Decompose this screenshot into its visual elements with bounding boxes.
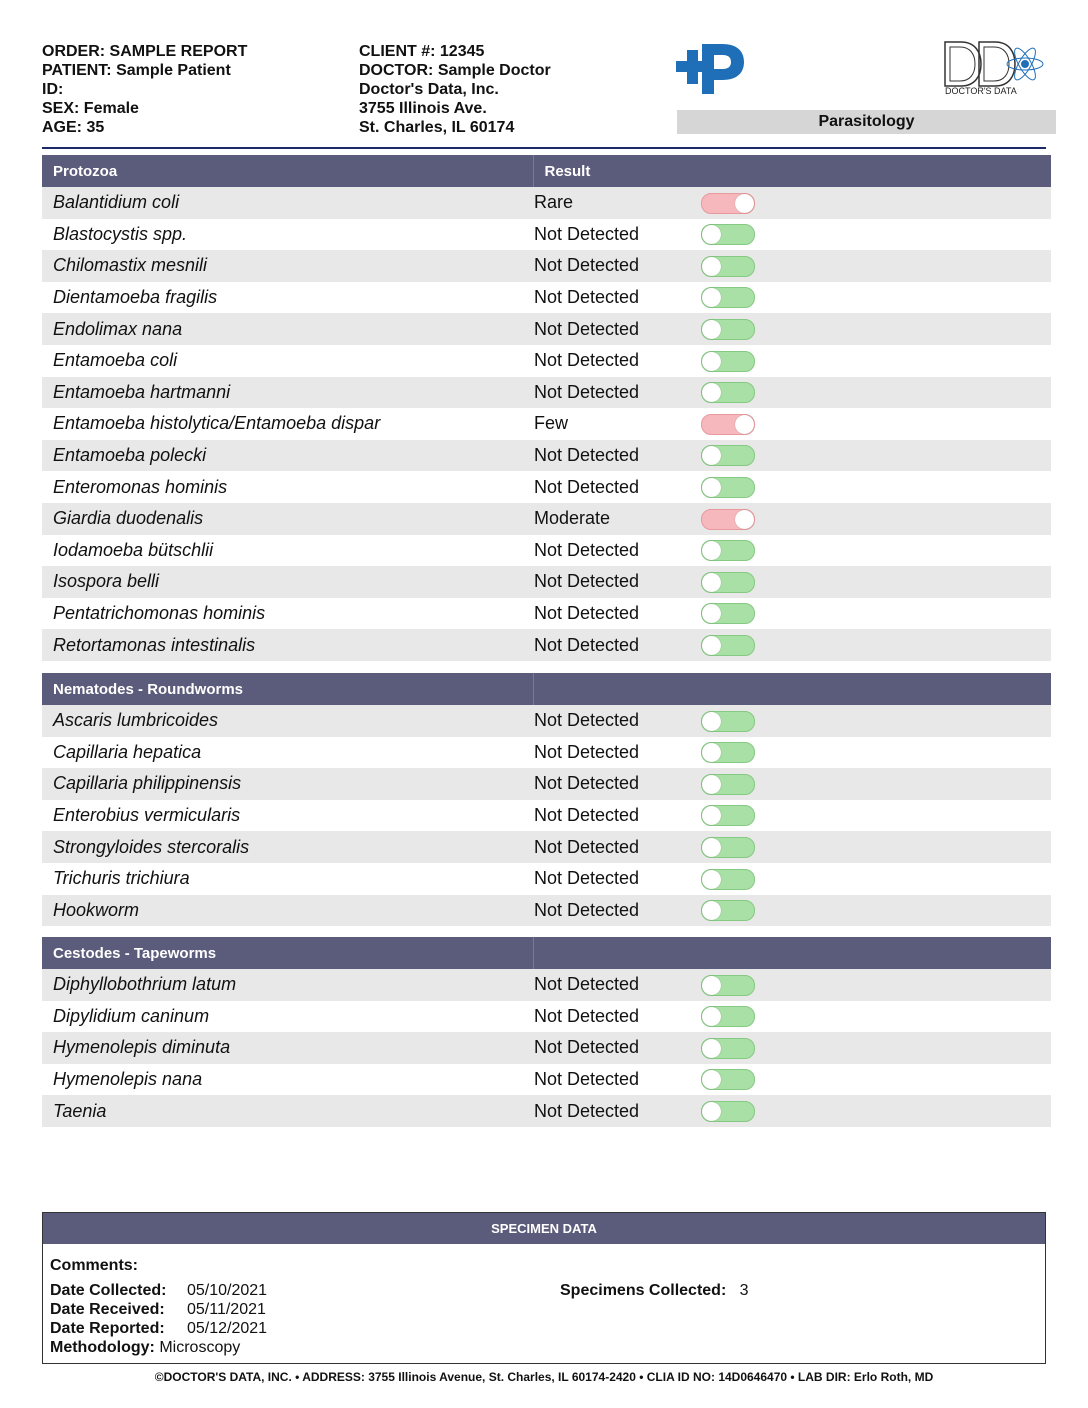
organism-name: Endolimax nana <box>42 313 533 345</box>
organism-name: Trichuris trichiura <box>53 868 190 889</box>
normal-status-icon <box>701 603 755 624</box>
status-knob <box>702 446 721 465</box>
result-value: Not Detected <box>534 741 640 762</box>
status-cell <box>713 895 1051 927</box>
result-value: Not Detected <box>533 440 713 472</box>
status-knob <box>735 510 754 529</box>
status-cell <box>713 800 1051 832</box>
result-value: Not Detected <box>534 287 640 308</box>
result-value: Not Detected <box>534 476 640 497</box>
status-knob <box>702 1070 721 1089</box>
organism-name: Capillaria hepatica <box>53 741 202 762</box>
organism-name: Blastocystis spp. <box>53 223 188 244</box>
organism-name: Pentatrichomonas hominis <box>53 603 266 624</box>
organism-name: Strongyloides stercoralis <box>42 831 533 863</box>
group-title: Cestodes - Tapeworms <box>42 937 533 969</box>
result-value: Not Detected <box>533 250 713 282</box>
table-row <box>42 598 1051 630</box>
table-row <box>42 313 1051 345</box>
status-knob <box>702 806 721 825</box>
status-cell <box>713 1001 1051 1033</box>
abnormal-status-icon <box>701 414 755 435</box>
patient-info <box>42 42 247 137</box>
table-row <box>42 566 1051 598</box>
status-knob <box>702 257 721 276</box>
result-value: Not Detected <box>534 350 640 371</box>
age-line: AGE: 35 <box>42 119 105 136</box>
status-cell <box>713 969 1051 1001</box>
result-column-header <box>533 937 1051 969</box>
status-knob <box>702 838 721 857</box>
client-line: CLIENT #: 12345 <box>359 43 485 60</box>
table-row <box>42 187 1051 219</box>
table-row <box>42 1095 1051 1127</box>
status-knob <box>702 1007 721 1026</box>
status-knob <box>735 415 754 434</box>
status-cell <box>713 598 1051 630</box>
table-row <box>42 768 1051 800</box>
status-knob <box>702 320 721 339</box>
normal-status-icon <box>701 1069 755 1090</box>
table-row <box>42 219 1051 251</box>
table-row <box>42 863 1051 895</box>
id-line: ID: <box>42 81 64 98</box>
status-knob <box>702 604 721 623</box>
table-row <box>42 705 1051 737</box>
group-title: Nematodes - Roundworms <box>42 673 533 705</box>
result-value: Not Detected <box>534 805 640 826</box>
date-collected-label: Date Collected: <box>50 1282 167 1299</box>
status-knob <box>702 478 721 497</box>
abnormal-status-icon <box>701 193 755 214</box>
status-cell <box>713 566 1051 598</box>
status-knob <box>735 194 754 213</box>
doctors-data-logo-icon <box>941 40 1049 96</box>
organism-name: Entamoeba coli <box>53 350 178 371</box>
header-divider <box>42 147 1046 149</box>
result-value: Not Detected <box>534 539 640 560</box>
normal-status-icon <box>701 382 755 403</box>
specimen-data-title: SPECIMEN DATA <box>43 1213 1045 1244</box>
result-value: Not Detected <box>534 1005 640 1026</box>
result-value: Not Detected <box>534 1069 640 1090</box>
address-line: 3755 Illinois Ave. <box>359 100 487 117</box>
status-cell <box>713 440 1051 472</box>
organism-name: Dientamoeba fragilis <box>53 287 218 308</box>
table-row <box>42 1064 1051 1096</box>
status-cell <box>713 535 1051 567</box>
date-reported-label: Date Reported: <box>50 1320 165 1337</box>
patient-line: PATIENT: Sample Patient <box>42 62 231 79</box>
normal-status-icon <box>701 351 755 372</box>
status-cell <box>713 768 1051 800</box>
status-knob <box>702 976 721 995</box>
organism-name: Dipylidium caninum <box>53 1005 210 1026</box>
result-value: Not Detected <box>533 969 713 1001</box>
table-row <box>42 440 1051 472</box>
normal-status-icon <box>701 975 755 996</box>
doctor-line: DOCTOR: Sample Doctor <box>359 62 551 79</box>
table-row <box>42 377 1051 409</box>
table-row <box>42 535 1051 567</box>
table-row <box>42 282 1051 314</box>
status-knob <box>702 870 721 889</box>
organism-name: Entamoeba polecki <box>42 440 533 472</box>
date-reported-value: 05/12/2021 <box>187 1320 268 1337</box>
client-info <box>359 42 551 137</box>
normal-status-icon <box>701 445 755 466</box>
normal-status-icon <box>701 635 755 656</box>
result-value: Few <box>534 413 569 434</box>
table-row <box>42 1001 1051 1033</box>
status-knob <box>702 352 721 371</box>
status-cell <box>713 408 1051 440</box>
table-row <box>42 503 1051 535</box>
organism-name: Chilomastix mesnili <box>42 250 533 282</box>
date-received-value: 05/11/2021 <box>187 1301 266 1318</box>
status-cell <box>713 831 1051 863</box>
results-table <box>42 155 1051 661</box>
abnormal-status-icon <box>701 509 755 530</box>
table-row <box>42 737 1051 769</box>
normal-status-icon <box>701 837 755 858</box>
organism-name: Iodamoeba bütschlii <box>53 539 214 560</box>
status-cell <box>713 471 1051 503</box>
results-table <box>42 937 1051 1127</box>
organism-name: Hookworm <box>42 895 533 927</box>
organism-name: Giardia duodenalis <box>42 503 533 535</box>
status-cell <box>713 1095 1051 1127</box>
organism-name: Diphyllobothrium latum <box>42 969 533 1001</box>
organism-name: Retortamonas intestinalis <box>42 629 533 661</box>
group-title: Protozoa <box>42 155 533 187</box>
normal-status-icon <box>701 869 755 890</box>
table-row <box>42 471 1051 503</box>
normal-status-icon <box>701 540 755 561</box>
organism-name: Taenia <box>42 1095 533 1127</box>
normal-status-icon <box>701 287 755 308</box>
sex-line: SEX: Female <box>42 100 139 117</box>
result-value: Rare <box>533 187 713 219</box>
result-value: Moderate <box>533 503 713 535</box>
table-row <box>42 408 1051 440</box>
table-row <box>42 629 1051 661</box>
organism-name: Ascaris lumbricoides <box>42 705 533 737</box>
status-knob <box>702 901 721 920</box>
status-knob <box>702 1102 721 1121</box>
specimens-collected-label: Specimens Collected: <box>560 1282 727 1299</box>
result-value: Not Detected <box>533 895 713 927</box>
normal-status-icon <box>701 774 755 795</box>
organism-name: Balantidium coli <box>42 187 533 219</box>
status-cell <box>713 1032 1051 1064</box>
date-collected-value: 05/10/2021 <box>187 1282 268 1299</box>
company-line: Doctor's Data, Inc. <box>359 81 499 98</box>
status-knob <box>702 743 721 762</box>
status-knob <box>702 288 721 307</box>
result-value: Not Detected <box>533 313 713 345</box>
result-value: Not Detected <box>533 377 713 409</box>
organism-name: Enteromonas hominis <box>53 476 228 497</box>
page-footer: ©DOCTOR'S DATA, INC. • ADDRESS: 3755 Illinois Avenue, St. Charles, IL 60174-2420 • CLIA ID NO: 14D0646470 • LAB DIR: Erlo Roth, MD <box>154 1370 934 1384</box>
parasitology-plus-logo-icon <box>676 42 746 96</box>
organism-name: Entamoeba histolytica/Entamoeba dispar <box>53 413 381 434</box>
status-cell <box>713 705 1051 737</box>
status-knob <box>702 636 721 655</box>
status-cell <box>713 629 1051 661</box>
result-value: Not Detected <box>533 629 713 661</box>
organism-name: Enterobius vermicularis <box>53 805 241 826</box>
result-value: Not Detected <box>533 768 713 800</box>
specimens-collected-value: 3 <box>739 1282 749 1299</box>
status-cell <box>713 313 1051 345</box>
methodology-value: Microscopy <box>159 1339 241 1356</box>
organism-name: Isospora belli <box>42 566 533 598</box>
status-knob <box>702 541 721 560</box>
status-knob <box>702 1039 721 1058</box>
normal-status-icon <box>701 256 755 277</box>
comments-label: Comments: <box>50 1257 139 1274</box>
result-value: Not Detected <box>534 223 640 244</box>
status-knob <box>702 573 721 592</box>
specimen-data-box <box>42 1212 1046 1364</box>
order-line: ORDER: SAMPLE REPORT <box>42 43 248 60</box>
result-value: Not Detected <box>533 1095 713 1127</box>
organism-name: Capillaria philippinensis <box>42 768 533 800</box>
normal-status-icon <box>701 477 755 498</box>
result-column-header: Result <box>533 155 1051 187</box>
result-value: Not Detected <box>533 831 713 863</box>
results-table <box>42 673 1051 926</box>
result-column-header <box>533 673 1051 705</box>
result-value: Not Detected <box>533 705 713 737</box>
organism-name: Entamoeba hartmanni <box>42 377 533 409</box>
logo-text: DOCTOR'S DATA <box>945 86 1017 96</box>
status-cell <box>713 345 1051 377</box>
status-cell <box>713 282 1051 314</box>
result-value: Not Detected <box>534 603 640 624</box>
status-cell <box>713 187 1051 219</box>
date-received-label: Date Received: <box>50 1301 165 1318</box>
section-label: Parasitology <box>677 110 1056 134</box>
table-row <box>42 831 1051 863</box>
normal-status-icon <box>701 1101 755 1122</box>
methodology-label: Methodology: <box>50 1339 155 1356</box>
table-row <box>42 250 1051 282</box>
status-cell <box>713 737 1051 769</box>
table-row <box>42 345 1051 377</box>
organism-name: Hymenolepis nana <box>53 1069 203 1090</box>
result-value: Not Detected <box>533 566 713 598</box>
status-cell <box>713 863 1051 895</box>
city-line: St. Charles, IL 60174 <box>359 119 515 136</box>
status-knob <box>702 383 721 402</box>
result-value: Not Detected <box>534 868 640 889</box>
status-cell <box>713 503 1051 535</box>
normal-status-icon <box>701 711 755 732</box>
status-cell <box>713 250 1051 282</box>
normal-status-icon <box>701 319 755 340</box>
normal-status-icon <box>701 742 755 763</box>
normal-status-icon <box>701 224 755 245</box>
normal-status-icon <box>701 572 755 593</box>
table-row <box>42 969 1051 1001</box>
normal-status-icon <box>701 805 755 826</box>
normal-status-icon <box>701 1038 755 1059</box>
table-row <box>42 1032 1051 1064</box>
status-cell <box>713 1064 1051 1096</box>
status-cell <box>713 377 1051 409</box>
result-value: Not Detected <box>533 1032 713 1064</box>
table-row <box>42 895 1051 927</box>
table-row <box>42 800 1051 832</box>
organism-name: Hymenolepis diminuta <box>42 1032 533 1064</box>
status-knob <box>702 775 721 794</box>
normal-status-icon <box>701 900 755 921</box>
normal-status-icon <box>701 1006 755 1027</box>
status-knob <box>702 712 721 731</box>
status-cell <box>713 219 1051 251</box>
status-knob <box>702 225 721 244</box>
